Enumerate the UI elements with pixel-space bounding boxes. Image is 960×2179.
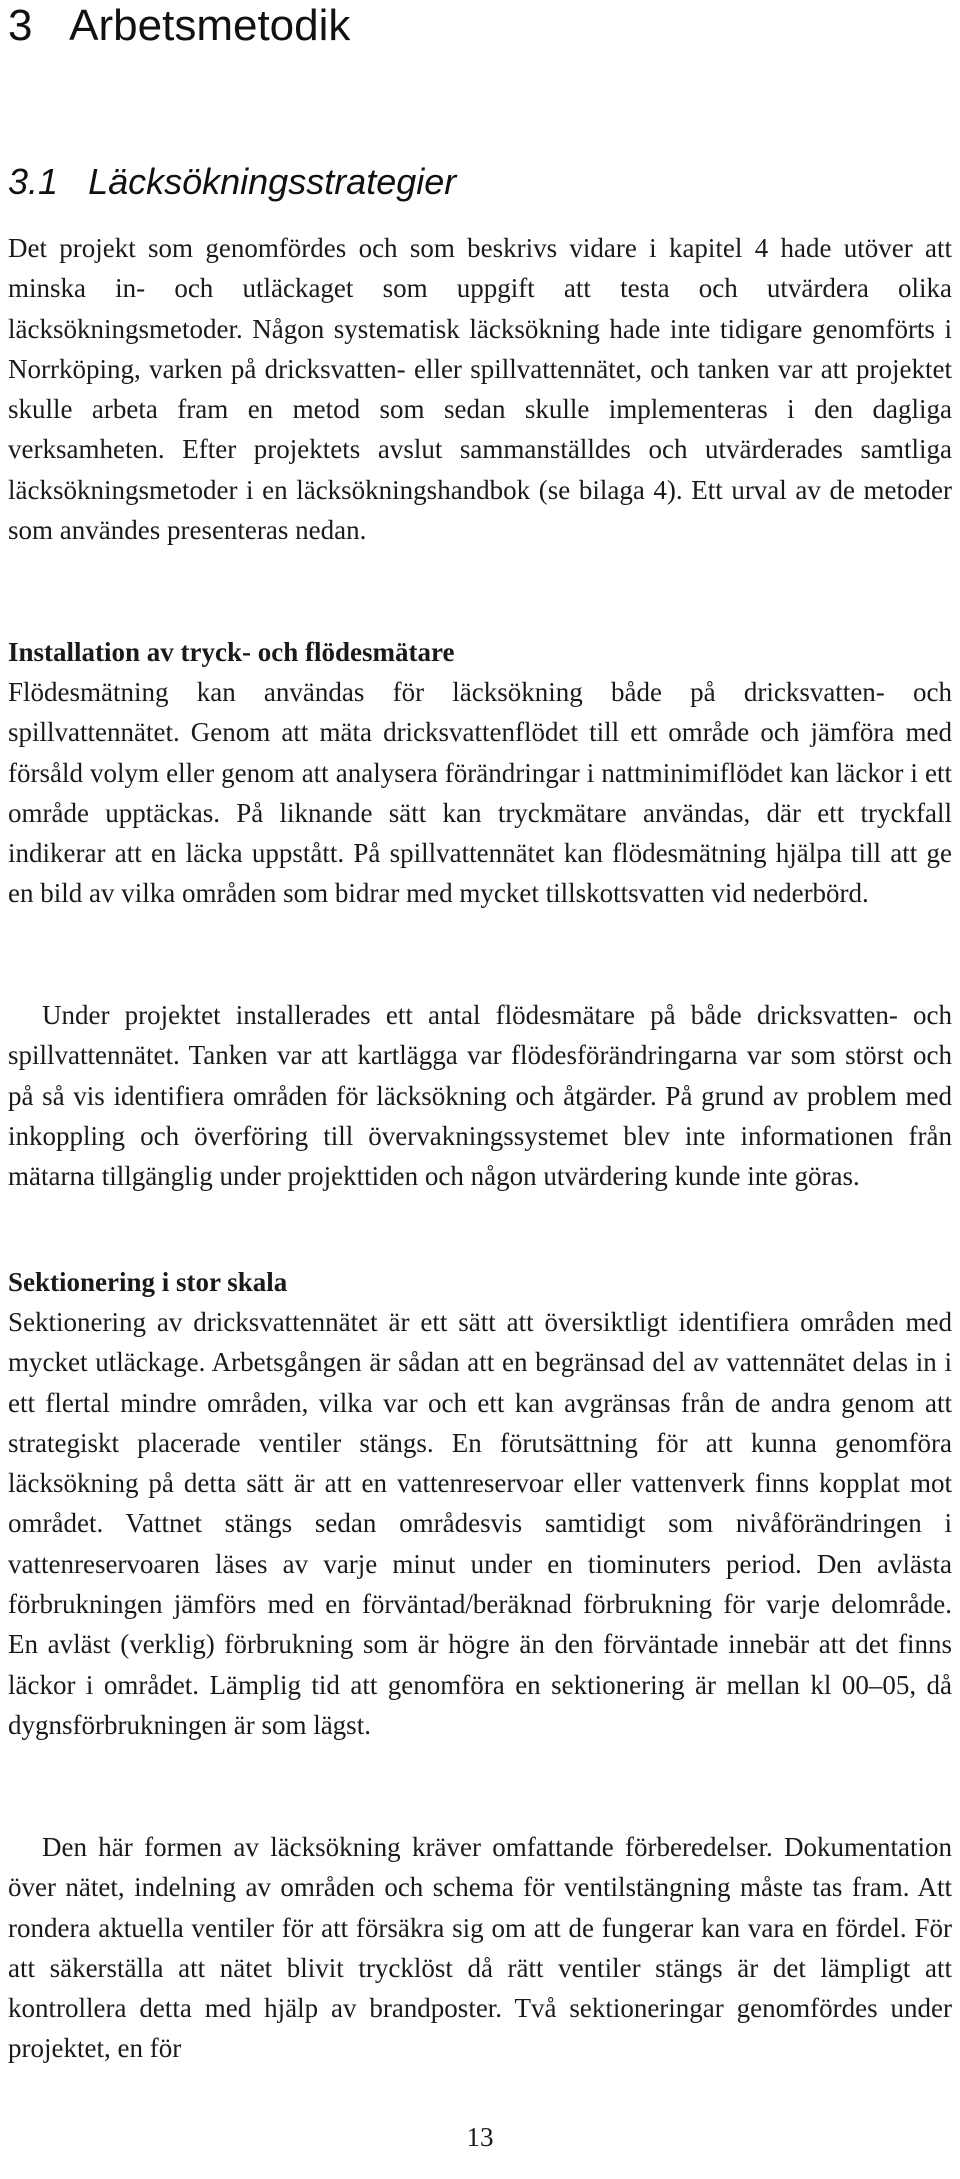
subsection-heading-sectioning: Sektionering i stor skala	[8, 1267, 288, 1297]
sectioning-paragraph-2: Den här formen av läcksökning kräver omfattande förberedelser. Dokumentation över nätet, indelning av områden och schema för ventilstängning måste tas fram. Att rondera aktuella ventiler för att försäkra sig om att de fungerar kan vara en fördel. För att säkerställa att nätet blivit trycklöst då rätt ventiler stängs är det lämpligt att kontrollera detta med hjälp av brandposter. Två sektioneringar genomfördes under projektet, en för	[8, 1832, 952, 2064]
intro-paragraph: Det projekt som genomfördes och som beskrivs vidare i kapitel 4 hade utöver att minska in- och utläckaget som uppgift att testa och utvärdera olika läcksökningsmetoder. Någon systematisk läcksökning hade inte tidigare genomförts i Norrköping, varken på dricksvatten- eller spillvattennätet, och tanken var att projektet skulle arbeta fram en metod som sedan skulle implementeras i den dagliga verksamheten. Efter projektets avslut sammanställdes och utvärderades samtliga läcksökningsmetoder i en läcksökningshandbok (se bilaga 4). Ett urval av de metoder som användes presenteras nedan.	[8, 233, 952, 546]
chapter-number: 3	[8, 1, 33, 50]
section-title: Läcksökningsstrategier	[88, 161, 457, 202]
chapter-title: Arbetsmetodik	[69, 1, 351, 50]
section-heading	[8, 160, 456, 204]
flow-meters-paragraph-1: Flödesmätning kan användas för läcksökning både på dricksvatten- och spillvattennätet. Genom att mäta dricksvattenflödet till ett område och jämföra med försåld volym eller genom att analysera förändringar i nattminimiflödet kan läckor i ett område upptäckas. På liknande sätt kan tryckmätare användas, där ett tryckfall indikerar att en läcka uppstått. På spillvattennätet kan flödesmätning hjälpa till att ge en bild av vilka områden som bidrar med mycket tillskottsvatten vid nederbörd.	[8, 677, 952, 909]
subsection-heading-flow-meters: Installation av tryck- och flödesmätare	[8, 637, 455, 667]
flow-meters-paragraph-2: Under projektet installerades ett antal flödesmätare på både dricksvatten- och spillvattennätet. Tanken var att kartlägga var flödesförändringarna var som störst och på så vis identifiera områden för läcksökning och åtgärder. På grund av problem med inkoppling och överföring till övervakningssystemet blev inte informationen från mätarna tillgänglig under projekttiden och någon utvärdering kunde inte göras.	[8, 1000, 952, 1192]
section-number: 3.1	[8, 161, 59, 202]
chapter-heading	[8, 0, 350, 52]
sectioning-paragraph-1: Sektionering av dricksvattennätet är ett sätt att översiktligt identifiera områden med mycket utläckage. Arbetsgången är sådan att en begränsad del av vattennätet delas in i ett flertal mindre områden, vilka var och ett kan avgränsas från de andra genom att strategiskt placerade ventiler stängs. En förutsättning för att kunna genomföra läcksökning på detta sätt är att en vattenreservoar eller vattenverk finns kopplat mot området. Vattnet stängs sedan områdesvis samtidigt som nivåförändringen i vattenreservoaren läses av varje minut under en tiominuters period. Den avlästa förbrukningen jämförs med en förväntad/beräknad förbrukning för varje delområde. En avläst (verklig) förbrukning som är högre än den förväntade innebär att det finns läckor i området. Lämplig tid att genomföra en sektionering är mellan kl 00–05, då dygnsförbrukningen är som lägst.	[8, 1307, 952, 1740]
page-number: 13	[466, 2122, 494, 2152]
